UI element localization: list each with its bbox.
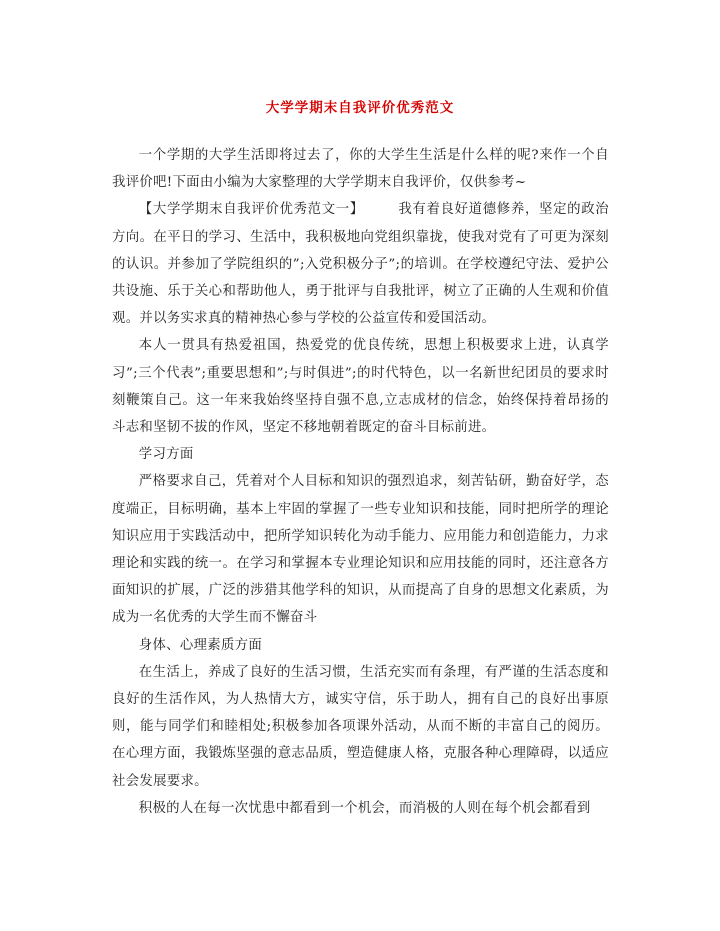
health-paragraph: 在生活上，养成了良好的生活习惯，生活充实而有条理，有严谨的生活态度和良好的生活作风，为人热情大方，诚实守信，乐于助人，拥有自己的良好出事原则，能与同学们和睦相处;积极参加各项课外活动，从而不断的丰富自己的阅历。在心理方面，我锻炼坚强的意志品质，塑造健康人格，克服各种心理障碍，以适应社会发展要求。 [112,664,609,789]
patriot-paragraph: 本人一贯具有热爱祖国，热爱党的优良传统，思想上积极要求上进，认真学习”;三个代表”;重要思想和”;与时俱进”;的时代特色，以一名新世纪团员的要求时刻鞭策自己。这一年来我始终坚持自强不息,立志成材的信念，始终保持着昂扬的斗志和坚韧不拔的作风，坚定不移地朝着既定的奋斗目标前进。 [112,338,609,436]
sample-paragraph [112,196,609,332]
study-heading: 学习方面 [138,447,194,463]
last-paragraph: 积极的人在每一次忧患中都看到一个机会，而消极的人则在每个机会都看到 [138,800,591,816]
page-title: 大学学期末自我评价优秀范文 [265,100,455,116]
document-body [112,142,609,822]
study-paragraph: 严格要求自己，凭着对个人目标和知识的强烈追求，刻苦钻研，勤奋好学，态度端正，目标明确，基本上牢固的掌握了一些专业知识和技能，同时把所学的理论知识应用于实践活动中，把所学知识转化为动手能力、应用能力和创造能力，力求理论和实践的统一。在学习和掌握本专业理论知识和应用技能的同时，还注意各方面知识的扩展，广泛的涉猎其他学科的知识，从而提高了自身的思想文化素质，为成为一名优秀的大学生而不懈奋斗 [112,474,609,626]
health-heading: 身体、心理素质方面 [138,637,263,653]
sample-text: 我有着良好道德修养，坚定的政治方向。在平日的学习、生活中，我积极地向党组织靠拢，使我对党有了可更为深刻的认识。并参加了学院组织的”;入党积极分子”;的培训。在学校遵纪守法、爱护公共设施、乐于关心和帮助他人，勇于批评与自我批评，树立了正确的人生观和价值观。并以务实求真的精神热心参与学校的公益宣传和爱国活动。 [112,202,609,327]
intro-paragraph: 一个学期的大学生活即将过去了，你的大学生生活是什么样的呢?来作一个自我评价吧!下面由小编为大家整理的大学学期末自我评价，仅供参考~ [112,148,609,191]
sample-label: 【大学学期末自我评价优秀范文一】 [138,202,364,218]
